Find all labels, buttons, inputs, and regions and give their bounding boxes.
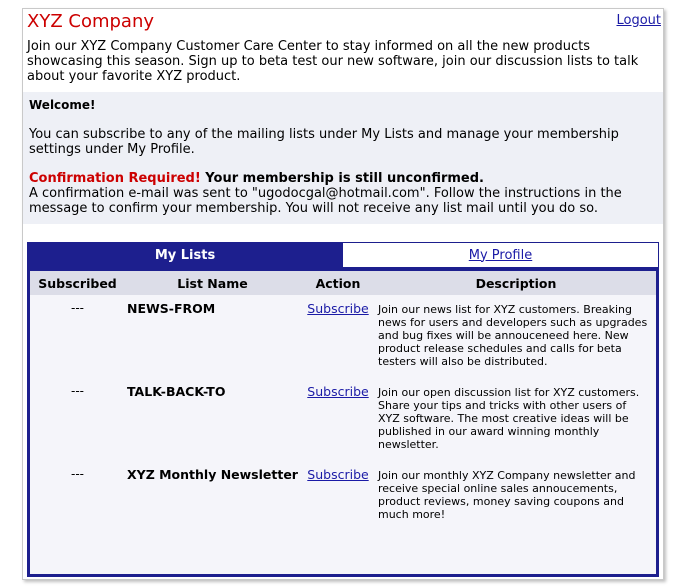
confirmation-label: Confirmation Required! [29, 171, 201, 186]
confirmation-text: A confirmation e-mail was sent to "ugodocgal@hotmail.com". Follow the instructions in the message to confirm your membership. You will not receive any list mail until you do so. [29, 186, 622, 216]
list-description: Join our news list for XYZ customers. Breaking news for users and developers such as upgrades and bug fixes will be annouceneed here. New product release schedules and calls for beta testers will also be distributed. [378, 303, 648, 368]
header-description: Description [376, 271, 656, 295]
header-list-name: List Name [125, 271, 300, 295]
tab-my-lists[interactable]: My Lists [27, 242, 343, 268]
list-name: XYZ Monthly Newsletter [127, 467, 298, 482]
intro-text: Join our XYZ Company Customer Care Center to stay informed on all the new products showcasing this season. Sign up to beta test our new software, join our discussion lists to talk about your favorite XYZ product. [27, 39, 639, 84]
list-name: TALK-BACK-TO [127, 384, 226, 399]
welcome-text: You can subscribe to any of the mailing lists under My Lists and manage your membership settings under My Profile. [29, 127, 619, 157]
logout-link[interactable]: Logout [616, 13, 661, 28]
tab-my-profile[interactable]: My Profile [343, 242, 659, 268]
subscribed-status: --- [71, 467, 84, 481]
subscribe-link[interactable]: Subscribe [307, 384, 369, 399]
unconfirmed-status: Your membership is still unconfirmed. [200, 171, 484, 186]
list-name: NEWS-FROM [127, 301, 216, 316]
subscribed-status: --- [71, 301, 84, 315]
tab-bar [27, 242, 659, 268]
table-header-row [30, 271, 656, 295]
subscribe-link[interactable]: Subscribe [307, 467, 369, 482]
table-row [30, 461, 656, 531]
welcome-title: Welcome! [29, 98, 96, 112]
table-row [30, 378, 656, 461]
company-title: XYZ Company [27, 11, 155, 32]
lists-table [30, 271, 656, 531]
main-page [22, 8, 664, 580]
subscribed-status: --- [71, 384, 84, 398]
header [23, 9, 663, 33]
header-subscribed: Subscribed [30, 271, 125, 295]
table-row [30, 295, 656, 378]
list-description: Join our open discussion list for XYZ customers. Share your tips and tricks with other users of XYZ software. The most creative ideas will be published in our award winning monthly newsletter. [378, 386, 640, 451]
list-description: Join our monthly XYZ Company newsletter and receive special online sales annoucements, product reviews, money saving coupons and much more! [378, 469, 636, 521]
lists-panel [27, 268, 659, 577]
welcome-box [23, 92, 663, 224]
confirmation-notice [29, 171, 657, 216]
tabs-container [27, 242, 659, 576]
subscribe-link[interactable]: Subscribe [307, 301, 369, 316]
header-action: Action [300, 271, 376, 295]
